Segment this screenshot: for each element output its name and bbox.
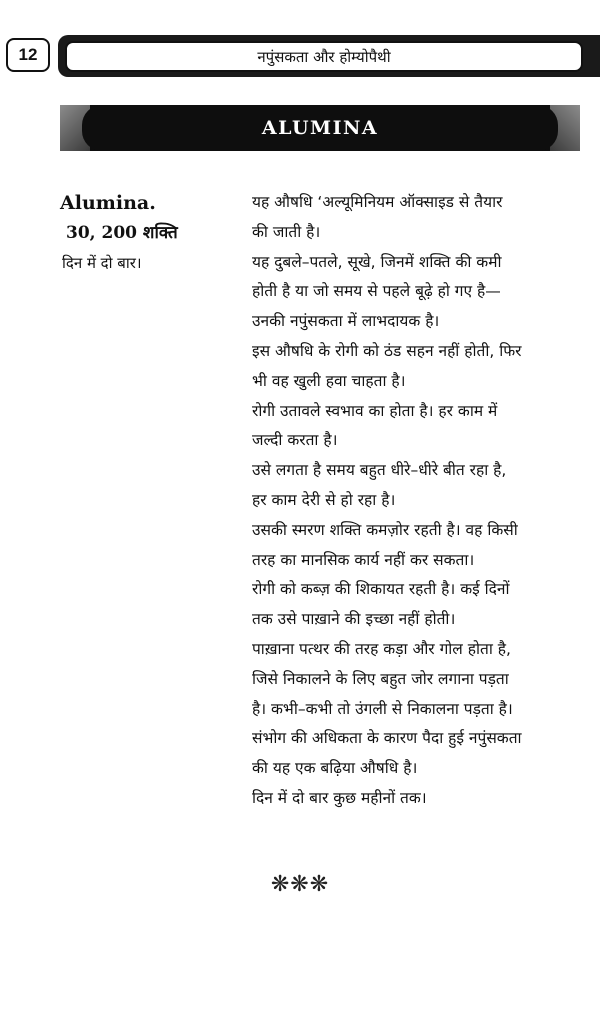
- remedy-name: Alumina.: [60, 192, 156, 214]
- section-banner: [60, 105, 580, 151]
- remedy-info-column: [60, 188, 240, 278]
- description-line: जिसे निकालने के लिए बहुत जोर लगाना पड़ता: [252, 669, 509, 688]
- description-line: है। कभी–कभी तो उंगली से निकालना पड़ता है।: [252, 699, 513, 718]
- description-line: तरह का मानसिक कार्य नहीं कर सकता।: [252, 550, 475, 569]
- description-line: इस औषधि के रोगी को ठंड सहन नहीं होती, फिर: [252, 341, 522, 360]
- description-line: रोगी को कब्ज़ की शिकायत रहती है। कई दिनों: [252, 580, 510, 599]
- remedy-description: [252, 188, 582, 814]
- section-title: ALUMINA: [261, 117, 379, 139]
- remedy-potency: 30, 200 शक्ति: [66, 223, 178, 243]
- description-line: की यह एक बढ़िया औषधि है।: [252, 759, 418, 778]
- running-header-title: नपुंसकता और होम्योपैथी: [65, 41, 583, 72]
- description-line: जल्दी करता है।: [252, 431, 338, 450]
- description-line: उसकी स्मरण शक्ति कमज़ोर रहती है। वह किसी: [252, 520, 518, 539]
- section-end-ornament: ❋❋❋: [270, 872, 330, 897]
- description-line: की जाती है।: [252, 222, 321, 241]
- description-line: रोगी उतावले स्वभाव का होता है। हर काम में: [252, 401, 498, 420]
- description-line: हर काम देरी से हो रहा है।: [252, 490, 396, 509]
- description-line: उसे लगता है समय बहुत धीरे–धीरे बीत रहा है,: [252, 461, 507, 480]
- description-line: उनकी नपुंसकता में लाभदायक है।: [252, 312, 440, 331]
- remedy-dosage: दिन में दो बार।: [62, 254, 142, 272]
- description-line: दिन में दो बार कुछ महीनों तक।: [252, 788, 427, 807]
- description-line: पाख़ाना पत्थर की तरह कड़ा और गोल होता है,: [252, 639, 511, 658]
- description-line: संभोग की अधिकता के कारण पैदा हुई नपुंसकता: [252, 729, 522, 748]
- description-line: भी वह खुली हवा चाहता है।: [252, 371, 406, 390]
- description-line: होती है या जो समय से पहले बूढ़े हो गए है—: [252, 282, 501, 301]
- page-number: 12: [6, 38, 50, 72]
- description-line: यह औषधि ‘अल्यूमिनियम ऑक्साइड से तैयार: [252, 193, 503, 211]
- description-line: यह दुबले–पतले, सूखे, जिनमें शक्ति की कमी: [252, 252, 502, 271]
- description-line: तक उसे पाख़ाने की इच्छा नहीं होती।: [252, 610, 456, 629]
